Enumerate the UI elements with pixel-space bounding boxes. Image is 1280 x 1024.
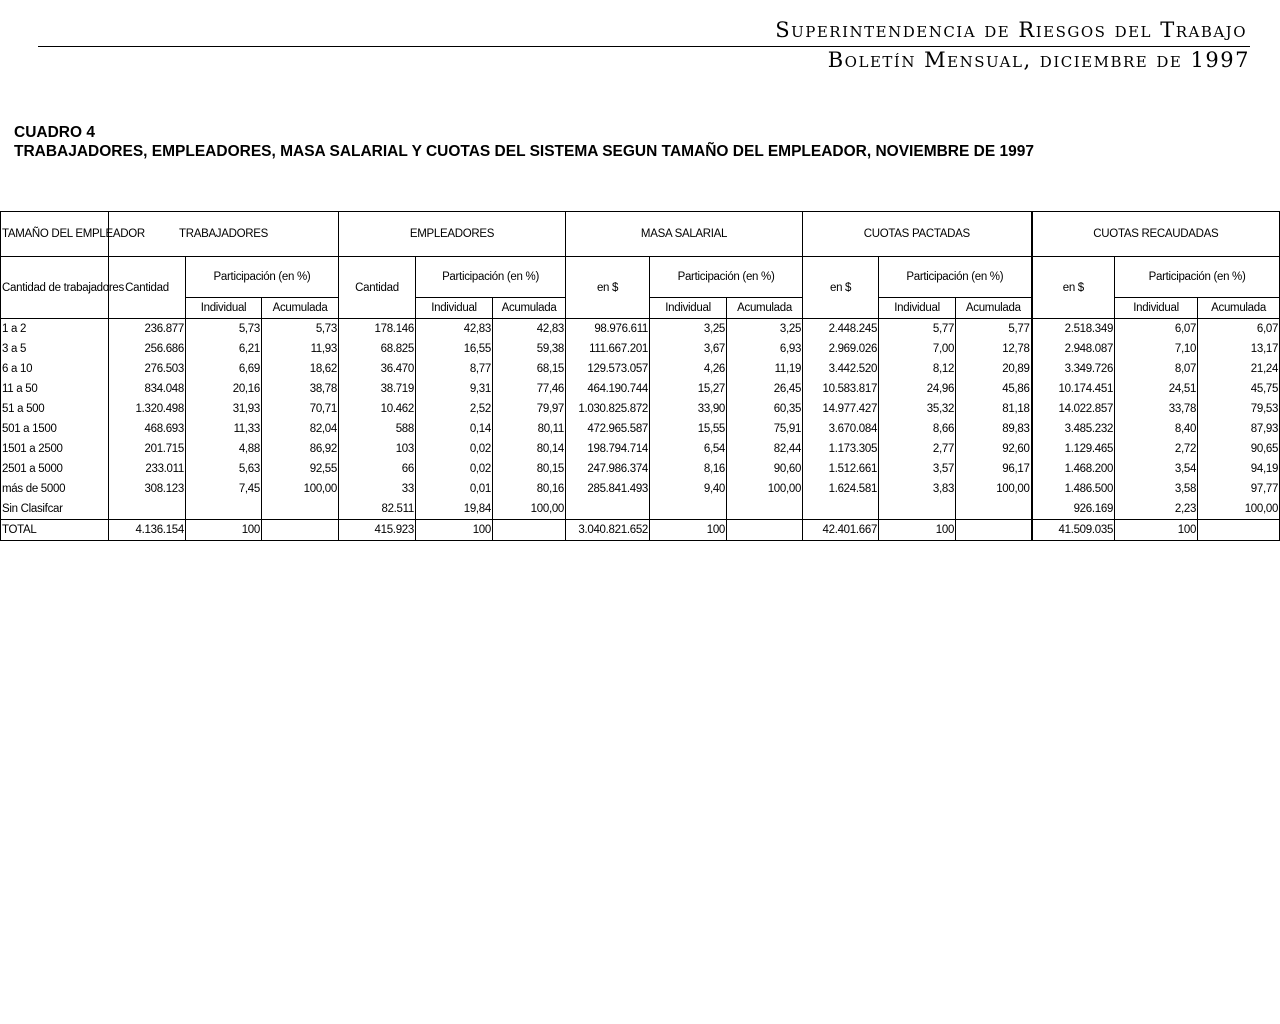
table-cell: 75,91 [727, 419, 803, 439]
header-rule [38, 46, 1250, 47]
table-cell: 0,14 [416, 419, 493, 439]
table-row [1, 379, 1280, 399]
table-cell: 26,45 [727, 379, 803, 399]
table-cell: 33,78 [1115, 399, 1198, 419]
table-cell: 9,40 [650, 479, 727, 499]
table-cell: 3.670.084 [803, 419, 879, 439]
table-cell: 8,77 [416, 359, 493, 379]
table-cell: 79,97 [493, 399, 566, 419]
header-rec-acumulada: Acumulada [1198, 298, 1280, 319]
table-cell: 11,33 [186, 419, 262, 439]
header-trabajadores: TRABAJADORES [109, 212, 339, 257]
table-cell: 15,55 [650, 419, 727, 439]
table-cell [879, 499, 956, 520]
table-cell: 38.719 [339, 379, 416, 399]
table-cell: 14.977.427 [803, 399, 879, 419]
table-cell: 3,25 [650, 319, 727, 340]
table-cell: 80,14 [493, 439, 566, 459]
table-cell: 70,71 [262, 399, 339, 419]
table-cell: 100,00 [727, 479, 803, 499]
table-cell: 2.518.349 [1032, 319, 1115, 340]
table-cell: 68,15 [493, 359, 566, 379]
table-total-row [1, 520, 1280, 541]
table-cell: 1.129.465 [1032, 439, 1115, 459]
row-label: Sin Clasifcar [1, 499, 109, 520]
table-cell: 90,65 [1198, 439, 1280, 459]
header-emp-acumulada: Acumulada [493, 298, 566, 319]
table-cell: 80,11 [493, 419, 566, 439]
header-pact-acumulada: Acumulada [956, 298, 1032, 319]
table-cell: 3.349.726 [1032, 359, 1115, 379]
table-cell [650, 499, 727, 520]
header-rec-pesos: en $ [1032, 257, 1115, 319]
table-cell [727, 499, 803, 520]
table-cell [1198, 520, 1280, 541]
table-cell: 66 [339, 459, 416, 479]
table-cell: 100 [650, 520, 727, 541]
header-pact-individual: Individual [879, 298, 956, 319]
table-cell: 100 [1115, 520, 1198, 541]
row-label: 1 a 2 [1, 319, 109, 340]
table-cell: 10.462 [339, 399, 416, 419]
table-cell: 36.470 [339, 359, 416, 379]
table-cell: 926.169 [1032, 499, 1115, 520]
table-cell [956, 499, 1032, 520]
table-cell: 10.583.817 [803, 379, 879, 399]
table-row [1, 359, 1280, 379]
table-cell: 100 [879, 520, 956, 541]
table-cell: 7,45 [186, 479, 262, 499]
table-cell: 2.969.026 [803, 339, 879, 359]
table-cell: 3.442.520 [803, 359, 879, 379]
header-trab-cantidad: Cantidad [109, 257, 186, 319]
table-cell: 94,19 [1198, 459, 1280, 479]
table-cell: 2,52 [416, 399, 493, 419]
table-cell: 236.877 [109, 319, 186, 340]
table-cell: 35,32 [879, 399, 956, 419]
table-cell: 80,15 [493, 459, 566, 479]
table-cell: 100,00 [493, 499, 566, 520]
table-cell: 468.693 [109, 419, 186, 439]
header-masa-acumulada: Acumulada [727, 298, 803, 319]
header-masa-salarial: MASA SALARIAL [566, 212, 803, 257]
table-cell: 38,78 [262, 379, 339, 399]
row-label: más de 5000 [1, 479, 109, 499]
header-rec-participacion: Participación (en %) [1115, 257, 1280, 298]
table-cell: 92,60 [956, 439, 1032, 459]
table-cell: 100 [186, 520, 262, 541]
table-cell: 16,55 [416, 339, 493, 359]
table-cell: 5,73 [262, 319, 339, 340]
header-emp-individual: Individual [416, 298, 493, 319]
table-cell: 3.485.232 [1032, 419, 1115, 439]
table-cell: 92,55 [262, 459, 339, 479]
table-cell: 31,93 [186, 399, 262, 419]
table-cell [262, 499, 339, 520]
table-cell: 24,51 [1115, 379, 1198, 399]
table-cell: 6,69 [186, 359, 262, 379]
table-cell: 472.965.587 [566, 419, 650, 439]
table-cell: 96,17 [956, 459, 1032, 479]
table-cell: 3,54 [1115, 459, 1198, 479]
table-cell: 33 [339, 479, 416, 499]
table-cell: 0,01 [416, 479, 493, 499]
table-cell: 80,16 [493, 479, 566, 499]
table-cell: 1.030.825.872 [566, 399, 650, 419]
table-cell: 6,07 [1115, 319, 1198, 340]
table-cell: 20,16 [186, 379, 262, 399]
table-row [1, 319, 1280, 340]
table-cell: 11,93 [262, 339, 339, 359]
table-cell: 415.923 [339, 520, 416, 541]
table-cell: 308.123 [109, 479, 186, 499]
header-empleadores: EMPLEADORES [339, 212, 566, 257]
table-cell: 3,57 [879, 459, 956, 479]
header-bulletin: Boletín Mensual, diciembre de 1997 [827, 48, 1250, 72]
table-cell: 5,77 [879, 319, 956, 340]
header-emp-participacion: Participación (en %) [416, 257, 566, 298]
table-cell: 97,77 [1198, 479, 1280, 499]
table-cell: 45,86 [956, 379, 1032, 399]
table-cell: 6,07 [1198, 319, 1280, 340]
table-cell: 77,46 [493, 379, 566, 399]
table-cell: 276.503 [109, 359, 186, 379]
table-cell: 24,96 [879, 379, 956, 399]
table-cell: 12,78 [956, 339, 1032, 359]
table-cell: 42.401.667 [803, 520, 879, 541]
table-cell: 42,83 [416, 319, 493, 340]
header-trab-acumulada: Acumulada [262, 298, 339, 319]
table-cell: 8,16 [650, 459, 727, 479]
table-cell: 129.573.057 [566, 359, 650, 379]
table-cell: 201.715 [109, 439, 186, 459]
table-cell: 3,58 [1115, 479, 1198, 499]
table-cell: 3.040.821.652 [566, 520, 650, 541]
table-cell: 198.794.714 [566, 439, 650, 459]
table-cell: 3,67 [650, 339, 727, 359]
table-cell: 4,88 [186, 439, 262, 459]
table-cell: 68.825 [339, 339, 416, 359]
table-caption: TRABAJADORES, EMPLEADORES, MASA SALARIAL Y CUOTAS DEL SISTEMA SEGUN TAMAÑO DEL EMPLEADOR, NOVIEMBRE DE 1997 [14, 143, 1034, 160]
table-cell: 111.667.201 [566, 339, 650, 359]
table-cell: 8,40 [1115, 419, 1198, 439]
table-row [1, 479, 1280, 499]
header-masa-pesos: en $ [566, 257, 650, 319]
table-cell: 5,73 [186, 319, 262, 340]
table-cell: 1.624.581 [803, 479, 879, 499]
table-cell: 588 [339, 419, 416, 439]
table-row [1, 399, 1280, 419]
row-label: 6 a 10 [1, 359, 109, 379]
table-cell: 178.146 [339, 319, 416, 340]
table-cell: 5,77 [956, 319, 1032, 340]
table-cell [956, 520, 1032, 541]
row-label: TOTAL [1, 520, 109, 541]
table-cell: 89,83 [956, 419, 1032, 439]
table-cell: 1.512.661 [803, 459, 879, 479]
table-cell: 90,60 [727, 459, 803, 479]
table-cell: 87,93 [1198, 419, 1280, 439]
table-cell: 11,19 [727, 359, 803, 379]
table-row [1, 339, 1280, 359]
table-cell: 2.448.245 [803, 319, 879, 340]
table-cell: 0,02 [416, 459, 493, 479]
table-cell: 1.468.200 [1032, 459, 1115, 479]
table-row [1, 419, 1280, 439]
table-cell: 1.320.498 [109, 399, 186, 419]
table-row [1, 459, 1280, 479]
table-cell: 98.976.611 [566, 319, 650, 340]
table-row [1, 439, 1280, 459]
table-cell: 18,62 [262, 359, 339, 379]
header-trab-participacion: Participación (en %) [186, 257, 339, 298]
table-cell: 14.022.857 [1032, 399, 1115, 419]
table-cell: 2.948.087 [1032, 339, 1115, 359]
table-cell: 13,17 [1198, 339, 1280, 359]
table-cell: 103 [339, 439, 416, 459]
table-cell: 3,25 [727, 319, 803, 340]
table-cell [566, 499, 650, 520]
table-cell: 6,21 [186, 339, 262, 359]
row-label: 11 a 50 [1, 379, 109, 399]
table-cell [727, 520, 803, 541]
table-cell: 19,84 [416, 499, 493, 520]
header-size: TAMAÑO DEL EMPLEADOR [1, 212, 109, 257]
table-cell: 100,00 [262, 479, 339, 499]
row-label: 2501 a 5000 [1, 459, 109, 479]
table-cell: 464.190.744 [566, 379, 650, 399]
table-cell: 2,77 [879, 439, 956, 459]
table-cell: 60,35 [727, 399, 803, 419]
table-cell: 5,63 [186, 459, 262, 479]
data-table [0, 211, 1280, 541]
table-cell: 6,93 [727, 339, 803, 359]
table-cell: 2,72 [1115, 439, 1198, 459]
header-cantidad-trabajadores: Cantidad de trabajadores [1, 257, 109, 319]
table-cell: 247.986.374 [566, 459, 650, 479]
table-cell: 4.136.154 [109, 520, 186, 541]
table-cell: 1.486.500 [1032, 479, 1115, 499]
table-cell: 8,12 [879, 359, 956, 379]
header-cuotas-recaudadas: CUOTAS RECAUDADAS [1032, 212, 1280, 257]
table-cell: 41.509.035 [1032, 520, 1115, 541]
row-label: 51 a 500 [1, 399, 109, 419]
table-cell: 15,27 [650, 379, 727, 399]
table-cell: 79,53 [1198, 399, 1280, 419]
table-cell: 6,54 [650, 439, 727, 459]
table-cell: 8,07 [1115, 359, 1198, 379]
table-cell: 834.048 [109, 379, 186, 399]
table-cell: 1.173.305 [803, 439, 879, 459]
table-cell: 100 [416, 520, 493, 541]
table-cell: 59,38 [493, 339, 566, 359]
header-masa-individual: Individual [650, 298, 727, 319]
table-cell: 20,89 [956, 359, 1032, 379]
table-cell: 7,10 [1115, 339, 1198, 359]
table-cell [262, 520, 339, 541]
table-cell: 100,00 [956, 479, 1032, 499]
table-number: CUADRO 4 [14, 124, 95, 141]
table-cell: 100,00 [1198, 499, 1280, 520]
table-cell: 285.841.493 [566, 479, 650, 499]
table-cell: 45,75 [1198, 379, 1280, 399]
table-cell: 82,04 [262, 419, 339, 439]
header-cuotas-pactadas: CUOTAS PACTADAS [803, 212, 1032, 257]
header-emp-cantidad: Cantidad [339, 257, 416, 319]
table-body [1, 319, 1280, 541]
row-label: 3 a 5 [1, 339, 109, 359]
table-cell: 9,31 [416, 379, 493, 399]
table-cell: 2,23 [1115, 499, 1198, 520]
row-label: 1501 a 2500 [1, 439, 109, 459]
table-cell: 82.511 [339, 499, 416, 520]
table-cell: 7,00 [879, 339, 956, 359]
table-cell: 33,90 [650, 399, 727, 419]
header-pact-pesos: en $ [803, 257, 879, 319]
table-cell: 82,44 [727, 439, 803, 459]
table-cell: 42,83 [493, 319, 566, 340]
table-cell: 81,18 [956, 399, 1032, 419]
table-cell: 233.011 [109, 459, 186, 479]
header-masa-participacion: Participación (en %) [650, 257, 803, 298]
table-cell: 4,26 [650, 359, 727, 379]
header-pact-participacion: Participación (en %) [879, 257, 1032, 298]
table-cell [493, 520, 566, 541]
table-cell [186, 499, 262, 520]
table-cell: 21,24 [1198, 359, 1280, 379]
row-label: 501 a 1500 [1, 419, 109, 439]
table-cell: 256.686 [109, 339, 186, 359]
table-cell: 86,92 [262, 439, 339, 459]
table-cell [109, 499, 186, 520]
header-rec-individual: Individual [1115, 298, 1198, 319]
table-cell: 10.174.451 [1032, 379, 1115, 399]
table-row [1, 499, 1280, 520]
table-cell: 0,02 [416, 439, 493, 459]
header-organization: Superintendencia de Riesgos del Trabajo [775, 18, 1247, 42]
table-cell: 8,66 [879, 419, 956, 439]
table-cell: 3,83 [879, 479, 956, 499]
table-cell [803, 499, 879, 520]
header-trab-individual: Individual [186, 298, 262, 319]
